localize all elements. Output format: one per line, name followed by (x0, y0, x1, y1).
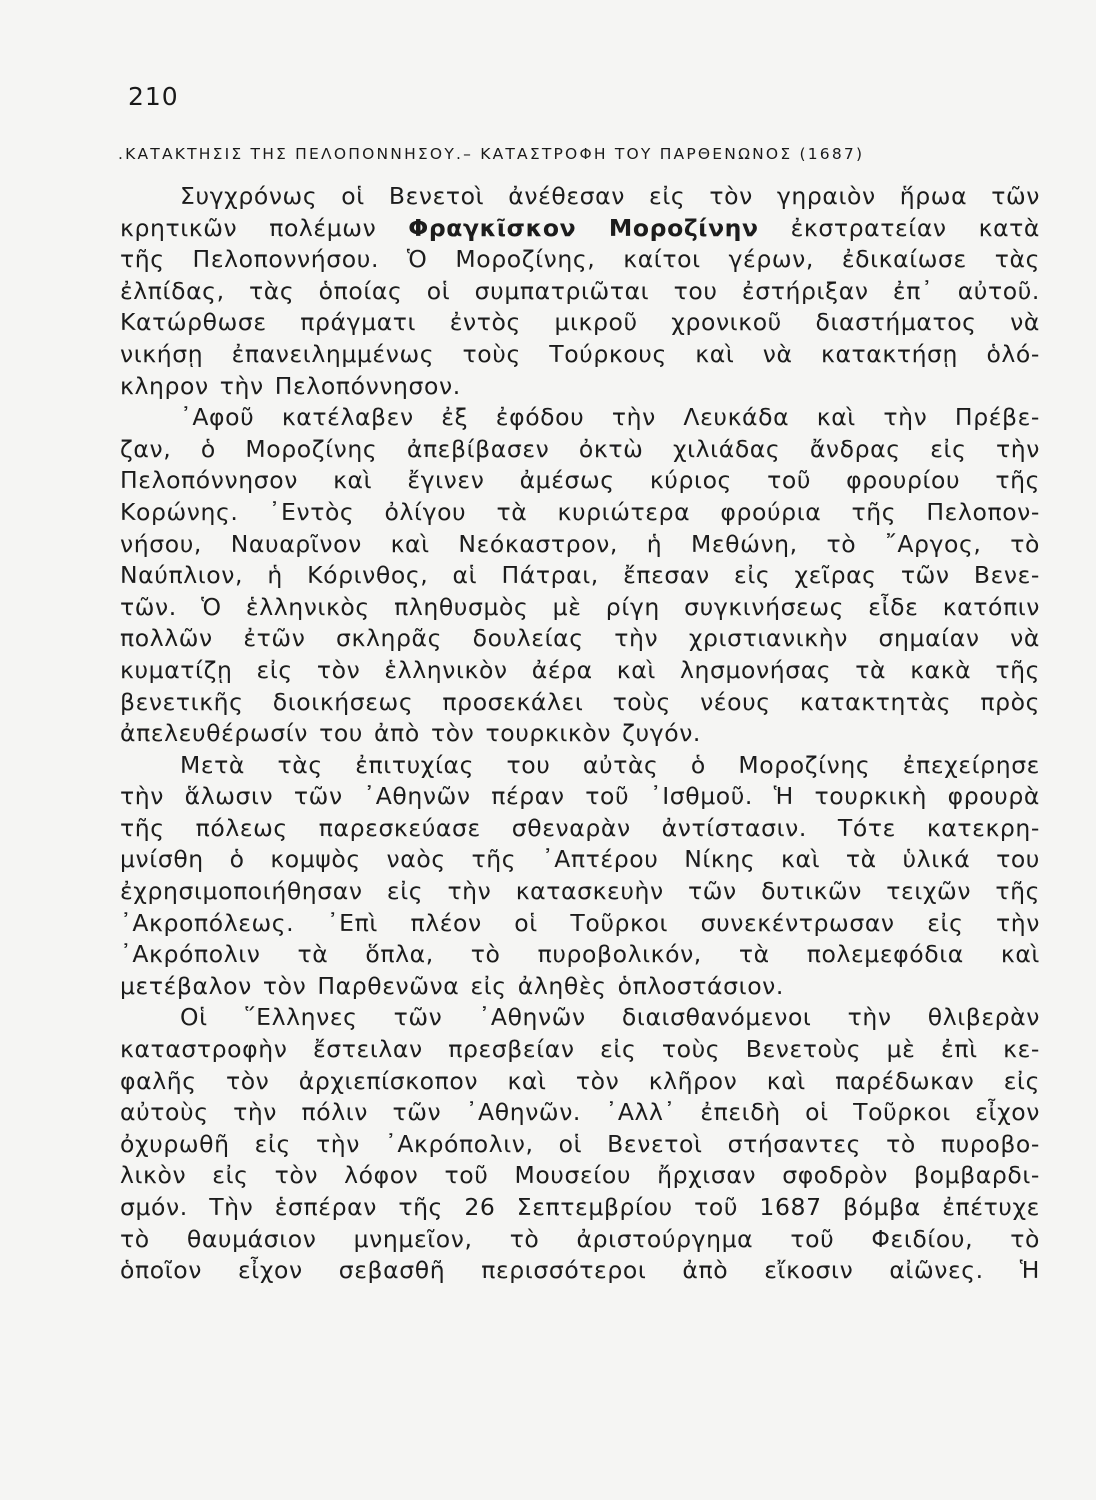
text-line: φαλῆς τὸν ἀρχιεπίσκοπον καὶ τὸν κλῆρον καὶ παρέδωκαν εἰς (120, 1066, 1040, 1095)
text-line: ᾽Ακρόπολιν τὰ ὅπλα, τὸ πυροβολικόν, τὰ πολεμεφόδια καὶ (120, 940, 1040, 969)
text-line: Κορώνης. ᾽Εντὸς ὀλίγου τὰ κυριώτερα φρούρια τῆς Πελοπον- (120, 497, 1040, 526)
text-line: μνίσθη ὁ κομψὸς ναὸς τῆς ᾽Απτέρου Νίκης καὶ τὰ ὑλικά του (120, 845, 1040, 874)
text-line: ἐλπίδας, τὰς ὁποίας οἱ συμπατριῶται του ἐστήριξαν ἐπ᾽ αὐτοῦ. (120, 276, 1040, 305)
text-line: βενετικῆς διοικήσεως προσεκάλει τοὺς νέους κατακτητὰς πρὸς (120, 687, 1040, 716)
text-line: Κατώρθωσε πράγματι ἐντὸς μικροῦ χρονικοῦ διαστήματος νὰ (120, 308, 1040, 337)
text-line: πολλῶν ἐτῶν σκληρᾶς δουλείας τὴν χριστιανικὴν σημαίαν νὰ (120, 624, 1040, 653)
text-line: ᾽Αφοῦ κατέλαβεν ἐξ ἐφόδου τὴν Λευκάδα καὶ τὴν Πρέβε- (180, 403, 1040, 432)
text-line: ᾽Ακροπόλεως. ᾽Επὶ πλέον οἱ Τοῦρκοι συνεκέντρωσαν εἰς τὴν (120, 908, 1040, 937)
text-line: τῆς πόλεως παρεσκεύασε σθεναρὰν ἀντίστασιν. Τότε κατεκρη- (120, 813, 1040, 842)
text-line: ὀχυρωθῆ εἰς τὴν ᾽Ακρόπολιν, οἱ Βενετοὶ στήσαντες τὸ πυροβο- (120, 1129, 1040, 1158)
text-line: Συγχρόνως οἱ Βενετοὶ ἀνέθεσαν εἰς τὸν γηραιὸν ἥρωα τῶν (180, 182, 1040, 210)
text-line: ζαν, ὁ Μοροζίνης ἀπεβίβασεν ὀκτὼ χιλιάδας ἄνδρας εἰς τὴν (120, 434, 1040, 463)
text-line: κληρον τὴν Πελοπόννησον. (120, 371, 461, 400)
text-line: αὐτοὺς τὴν πόλιν τῶν ᾽Αθηνῶν. ᾽Αλλ᾽ ἐπειδὴ οἱ Τοῦρκοι εἶχον (120, 1098, 1040, 1127)
running-header: .ΚΑΤΑΚΤΗΣΙΣ ΤΗΣ ΠΕΛΟΠΟΝΝΗΣΟΥ.– ΚΑΤΑΣΤΡΟΦΗ ΤΟΥ ΠΑΡΘΕΝΩΝΟΣ (1687) (118, 145, 865, 163)
text-line: νήσου, Ναυαρῖνον καὶ Νεόκαστρον, ἡ Μεθώνη, τὸ ῎Αργος, τὸ (120, 529, 1040, 558)
paragraph (120, 402, 1040, 750)
page-number: 210 (128, 82, 179, 111)
paragraph (120, 181, 1040, 402)
text-line: κυματίζῃ εἰς τὸν ἑλληνικὸν ἀέρα καὶ λησμονήσας τὰ κακὰ τῆς (120, 655, 1040, 684)
text-line: ἐχρησιμοποιήθησαν εἰς τὴν κατασκευὴν τῶν δυτικῶν τειχῶν τῆς (120, 877, 1040, 906)
text-line: Οἱ ῞Ελληνες τῶν ᾽Αθηνῶν διαισθανόμενοι τὴν θλιβερὰν (180, 1003, 1040, 1032)
text-line: Μετὰ τὰς ἐπιτυχίας του αὐτὰς ὁ Μοροζίνης ἐπεχείρησε (180, 750, 1040, 779)
paragraph (120, 750, 1040, 1003)
text-line: ὁποῖον εἶχον σεβασθῆ περισσότεροι ἀπὸ εἴκοσιν αἰῶνες. Ἡ (120, 1256, 1040, 1285)
text-line: κρητικῶν πολέμων Φραγκῖσκον Μοροζίνην ἐκστρατείαν κατὰ (120, 213, 1040, 242)
text-line: τῆς Πελοποννήσου. Ὁ Μοροζίνης, καίτοι γέρων, ἐδικαίωσε τὰς (120, 245, 1040, 274)
text-line: τῶν. Ὁ ἑλληνικὸς πληθυσμὸς μὲ ρίγη συγκινήσεως εἶδε κατόπιν (120, 592, 1040, 621)
text-line: Πελοπόννησον καὶ ἔγινεν ἀμέσως κύριος τοῦ φρουρίου τῆς (120, 466, 1040, 495)
text-line: λικὸν εἰς τὸν λόφον τοῦ Μουσείου ἤρχισαν σφοδρὸν βομβαρδι- (120, 1161, 1040, 1190)
text-line: καταστροφὴν ἔστειλαν πρεσβείαν εἰς τοὺς Βενετοὺς μὲ ἐπὶ κε- (120, 1035, 1040, 1064)
text-line: μετέβαλον τὸν Παρθενῶνα εἰς ἀληθὲς ὁπλοστάσιον. (120, 971, 784, 1000)
text-line: τὴν ἅλωσιν τῶν ᾽Αθηνῶν πέραν τοῦ ᾽Ισθμοῦ. Ἡ τουρκικὴ φρουρὰ (120, 782, 1040, 811)
text-line: τὸ θαυμάσιον μνημεῖον, τὸ ἀριστούργημα τοῦ Φειδίου, τὸ (120, 1224, 1040, 1253)
body-text (120, 181, 1040, 1287)
bold-name: Φραγκῖσκον Μοροζίνην (408, 213, 759, 242)
text-line: ἀπελευθέρωσίν του ἀπὸ τὸν τουρκικὸν ζυγόν. (120, 719, 701, 748)
text-line: σμόν. Τὴν ἑσπέραν τῆς 26 Σεπτεμβρίου τοῦ 1687 βόμβα ἐπέτυχε (120, 1193, 1040, 1221)
paragraph (120, 1002, 1040, 1286)
text-line: Ναύπλιον, ἡ Κόρινθος, αἱ Πάτραι, ἔπεσαν εἰς χεῖρας τῶν Βενε- (120, 561, 1040, 590)
text-line: νικήσῃ ἐπανειλημμένως τοὺς Τούρκους καὶ νὰ κατακτήσῃ ὁλό- (120, 339, 1040, 368)
